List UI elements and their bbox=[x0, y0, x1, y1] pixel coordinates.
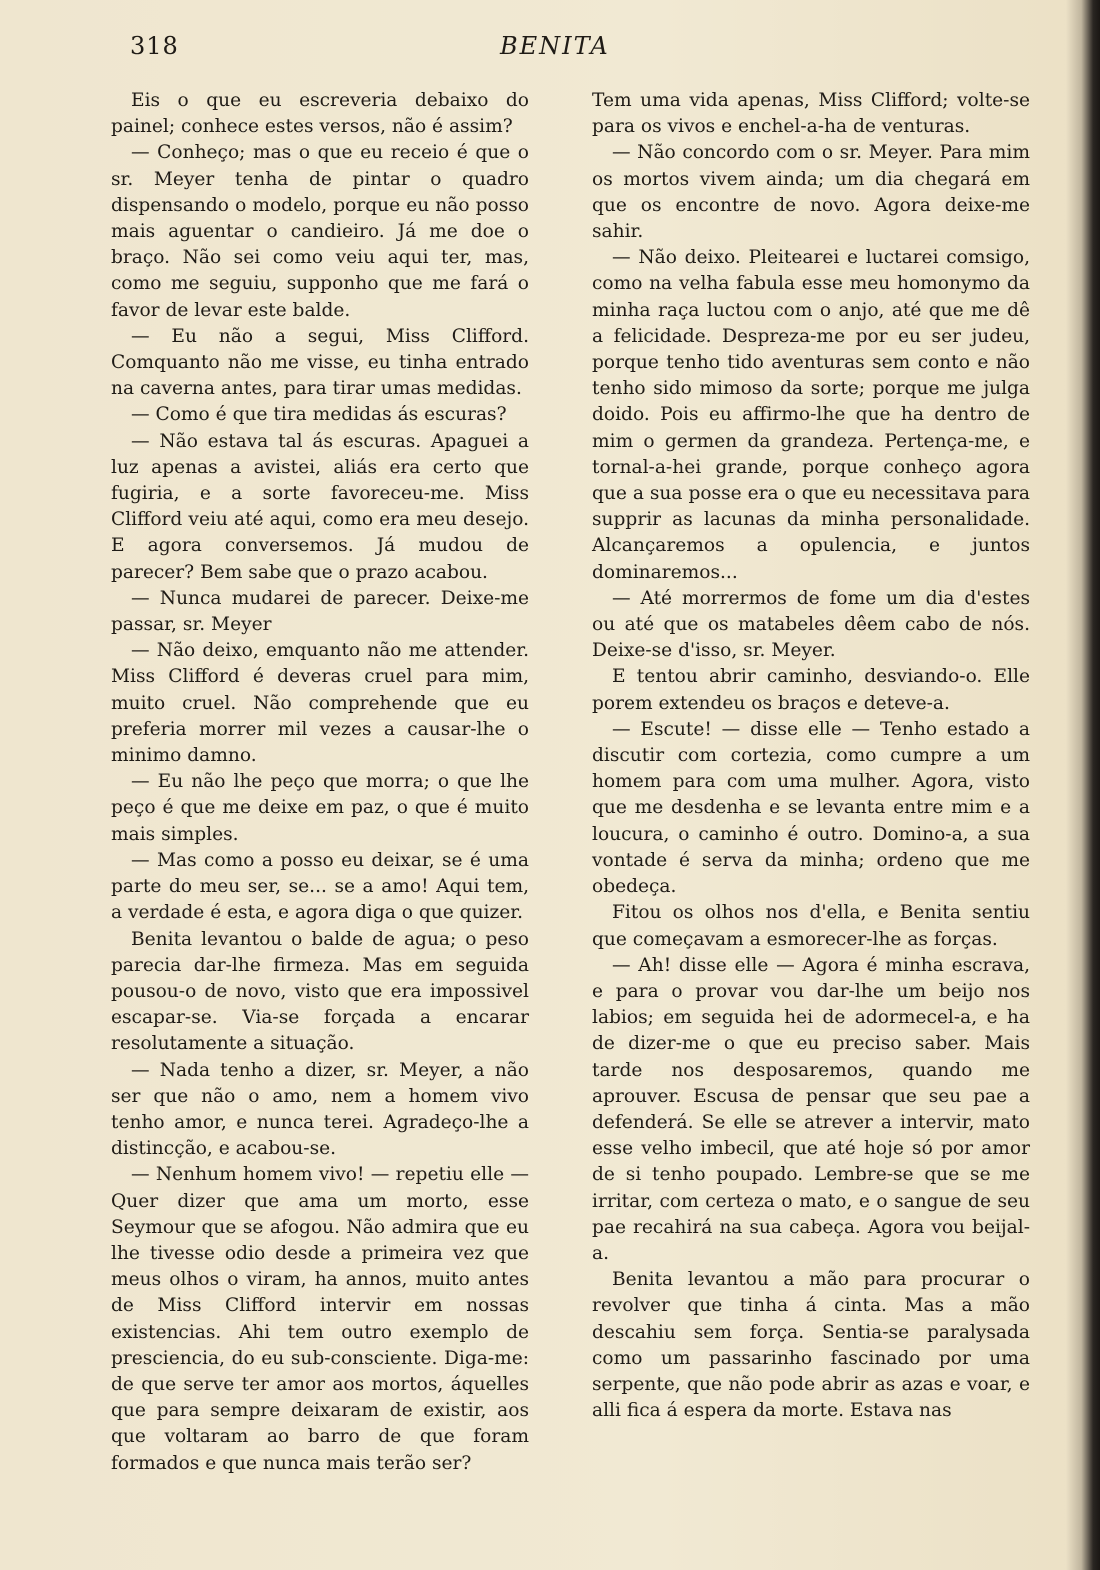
paragraph: E tentou abrir caminho, desviando-o. Elle porem extendeu os braços e deteve-a. bbox=[592, 666, 1030, 714]
paragraph: — Não estava tal ás escuras. Apaguei a luz apenas a avistei, aliás era certo que fugiria, e a sorte favoreceu-me. Miss Clifford veiu até aqui, como era meu desejo. E agora conversemos. Já mudou de parecer? Bem sabe que o prazo acabou. bbox=[111, 430, 529, 583]
paragraph: — Mas como a posso eu deixar, se é uma parte do meu ser, se... se a amo! Aqui tem, a verdade é esta, e agora diga o que quizer. bbox=[111, 849, 529, 924]
paragraph: — Ah! disse elle — Agora é minha escrava, e para o provar vou dar-lhe um beijo nos labios; em seguida hei de adormecel-a, e ha de dizer-me o que eu preciso saber. Mais tarde nos desposaremos, quando me aprouver. Escusa de pensar que seu pae a defenderá. Se elle se atrever a intervir, mato esse velho imbecil, que até hoje só por amor de si tenho poupado. Lembre-se que se me irritar, com certeza o mato, e o sangue de seu pae recahirá na sua cabeça. Agora vou beijal-a. bbox=[592, 954, 1030, 1264]
paragraph: Benita levantou a mão para procurar o revolver que tinha á cinta. Mas a mão descahiu sem força. Sentia-se paralysada como um passarinho fascinado por uma serpente, que não pode abrir as azas e voar, e alli fica á espera da morte. Estava nas bbox=[592, 1269, 1030, 1422]
paragraph: — Não deixo, emquanto não me attender. Miss Clifford é deveras cruel para mim, muito cruel. Não comprehende que eu preferia morrer mil vezes a causar-lhe o minimo damno. bbox=[111, 640, 529, 767]
page-number: 318 bbox=[130, 32, 179, 60]
paragraph: — Eu não lhe peço que morra; o que lhe peço é que me deixe em paz, o que é muito mais simples. bbox=[111, 771, 529, 845]
running-title: BENITA bbox=[500, 32, 610, 60]
paragraph: — Conheço; mas o que eu receio é que o sr. Meyer tenha de pintar o quadro dispensando o modelo, porque eu não posso mais aguentar o candieiro. Já me doe o braço. Não sei como veiu aqui ter, mas, como me seguiu, supponho que me fará o favor de levar este balde. bbox=[111, 142, 529, 321]
page-edge-shadow bbox=[1066, 0, 1100, 1570]
paragraph: — Nunca mudarei de parecer. Deixe-me passar, sr. Meyer bbox=[111, 587, 529, 636]
paragraph: — Nada tenho a dizer, sr. Meyer, a não ser que não o amo, nem a homem vivo tenho amor, e nunca terei. Agradeço-lhe a distincção, e acabou-se. bbox=[111, 1059, 529, 1160]
paragraph: — Como é que tira medidas ás escuras? bbox=[131, 404, 507, 426]
paragraph: — Escute! — disse elle — Tenho estado a discutir com cortezia, como cumpre a um homem para com uma mulher. Agora, visto que me desdenha e se levanta entre mim e a loucura, o caminho é outro. Domino-a, a sua vontade é serva da minha; ordeno que me obedeça. bbox=[592, 718, 1030, 898]
paragraph: Fitou os olhos nos d'ella, e Benita sentiu que começavam a esmorecer-lhe as forças. bbox=[592, 902, 1030, 950]
left-column bbox=[111, 88, 529, 1477]
paragraph: Tem uma vida apenas, Miss Clifford; volte-se para os vivos e enchel-a-ha de venturas. bbox=[592, 90, 1030, 138]
paragraph: — Eu não a segui, Miss Clifford. Comquanto não me visse, eu tinha entrado na caverna antes, para tirar umas medidas. bbox=[111, 325, 529, 400]
paragraph: Eis o que eu escreveria debaixo do painel; conhece estes versos, não é assim? bbox=[111, 90, 529, 138]
paragraph: — Não concordo com o sr. Meyer. Para mim os mortos vivem ainda; um dia chegará em que os encontre de novo. Agora deixe-me sahir. bbox=[592, 142, 1030, 243]
page-header bbox=[0, 28, 1100, 68]
right-column bbox=[592, 88, 1030, 1424]
paragraph: Benita levantou o balde de agua; o peso parecia dar-lhe firmeza. Mas em seguida pousou-o de novo, visto que era impossivel escapar-se. Via-se forçada a encarar resolutamente a situação. bbox=[111, 928, 529, 1055]
paragraph: — Não deixo. Pleitearei e luctarei comsigo, como na velha fabula esse meu homonymo da minha raça luctou com o anjo, até que me dê a felicidade. Despreza-me por eu ser judeu, porque tenho tido aventuras sem conto e não tenho sido mimoso da sorte; porque me julga doido. Pois eu affirmo-lhe que ha dentro de mim o germen da grandeza. Pertença-me, e tornal-a-hei grande, porque conheço agora que a sua posse era o que eu necessitava para supprir as lacunas da minha personalidade. Alcançaremos a opulencia, e juntos dominaremos... bbox=[592, 247, 1030, 583]
paragraph: — Nenhum homem vivo! — repetiu elle — Quer dizer que ama um morto, esse Seymour que se afogou. Não admira que eu lhe tivesse odio desde a primeira vez que meus olhos o viram, ha annos, muito antes de Miss Clifford intervir em nossas existencias. Ahi tem outro exemplo de presciencia, do eu sub-consciente. Diga-me: de que serve ter amor aos mortos, áquelles que para sempre deixaram de existir, aos que voltaram ao barro de que foram formados e que nunca mais terão ser? bbox=[111, 1164, 529, 1474]
paragraph: — Até morrermos de fome um dia d'estes ou até que os matabeles dêem cabo de nós. Deixe-se d'isso, sr. Meyer. bbox=[592, 587, 1030, 662]
